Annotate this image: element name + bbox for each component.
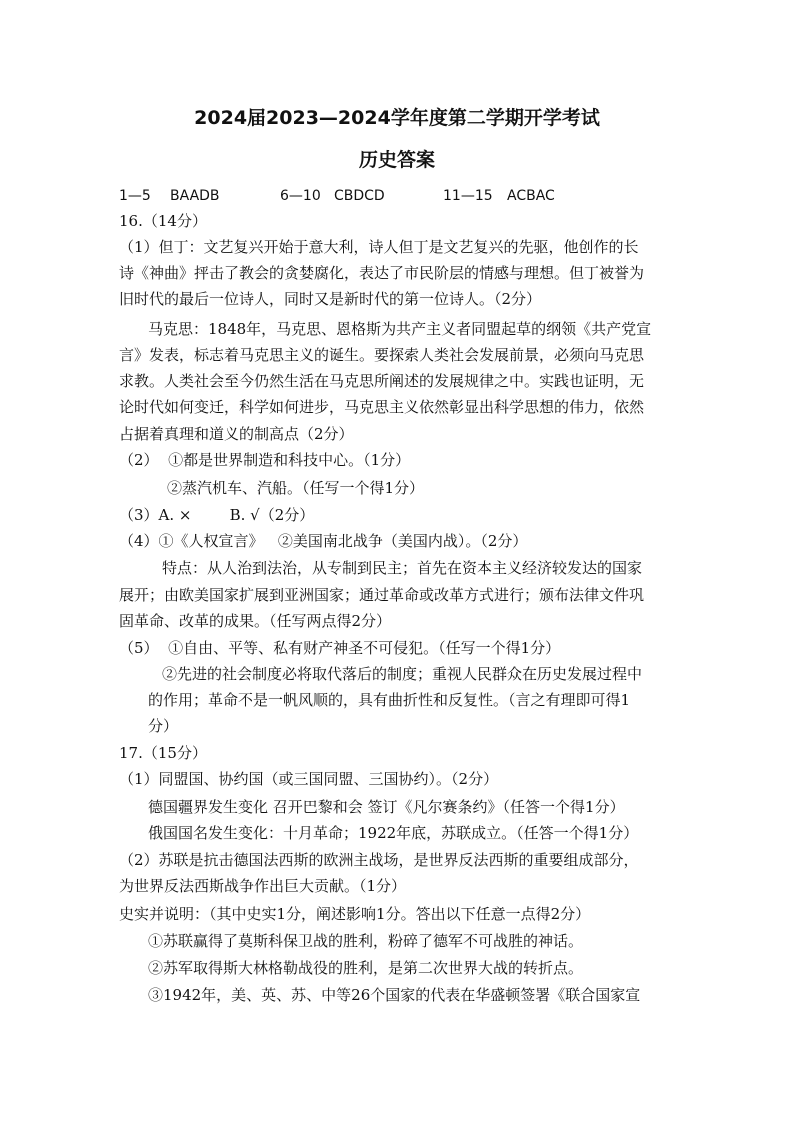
text-line: 史实并说明：（其中史实1分，阐述影响1分。答出以下任意一点得2分）: [119, 905, 591, 923]
choice-answer-1: BAADB: [170, 188, 220, 204]
page-title: 2024届2023—2024学年度第二学期开学考试: [194, 107, 600, 129]
text-line: 特点：从人治到法治，从专制到民主；首先在资本主义经济较发达的国家: [162, 559, 643, 577]
text-line: （1）同盟国、协约国（或三国同盟、三国协约）。（2分）: [119, 770, 499, 788]
page-subtitle: 历史答案: [358, 149, 435, 171]
text-line: ②先进的社会制度必将取代落后的制度；重视人民群众在历史发展过程中: [162, 665, 643, 683]
q16-heading: 16.（14分）: [119, 212, 207, 230]
choice-range-2: 6—10: [280, 188, 321, 204]
text-line: 求教。人类社会至今仍然生活在马克思所阐述的发展规律之中。实践也证明，无: [119, 372, 645, 390]
text-line: 旧时代的最后一位诗人，同时又是新时代的第一位诗人。（2分）: [119, 290, 542, 308]
text-line: 展开；由欧美国家扩展到亚洲国家；通过革命或改革方式进行；颁布法律文件巩: [119, 586, 645, 604]
text-line: ③1942年，美、英、苏、中等26个国家的代表在华盛顿签署《联合国家宣: [148, 986, 641, 1004]
text-line: （4）①《人权宣言》 ②美国南北战争（美国内战）。（2分）: [119, 532, 528, 550]
text-line: 俄国国名发生变化：十月革命；1922年底，苏联成立。（任答一个得1分）: [148, 824, 639, 842]
text-line: （3）A. × B. √（2分）: [119, 506, 315, 524]
text-line: 的作用；革命不是一帆风顺的，具有曲折性和反复性。（言之有理即可得1: [148, 691, 631, 709]
text-line: 言》发表，标志着马克思主义的诞生。要探索人类社会发展前景，必须向马克思: [119, 346, 645, 364]
text-line: 分）: [148, 717, 179, 735]
q17-heading: 17.（15分）: [119, 744, 207, 762]
text-line: 论时代如何变迁，科学如何进步，马克思主义依然彰显出科学思想的伟力，依然: [119, 398, 645, 416]
text-line: 德国疆界发生变化 召开巴黎和会 签订《凡尔赛条约》（任答一个得1分）: [148, 798, 625, 816]
text-line: （2） ①都是世界制造和科技中心。（1分）: [119, 451, 411, 469]
choice-range-3: 11—15: [443, 188, 493, 204]
choice-answer-3: ACBAC: [507, 188, 555, 204]
text-line: 诗《神曲》抨击了教会的贪婪腐化，表达了市民阶层的情感与理想。但丁被誉为: [119, 264, 645, 282]
text-line: 为世界反法西斯战争作出巨大贡献。（1分）: [119, 877, 407, 895]
choice-answer-2: CBDCD: [334, 188, 385, 204]
text-line: 占据着真理和道义的制高点（2分）: [119, 425, 354, 443]
text-line: （1）但丁：文艺复兴开始于意大利，诗人但丁是文艺复兴的先驱，他创作的长: [119, 238, 639, 256]
text-line: （2）苏联是抗击德国法西斯的欧洲主战场，是世界反法西斯的重要组成部分，: [119, 851, 639, 869]
text-line: ②苏军取得斯大林格勒战役的胜利，是第二次世界大战的转折点。: [148, 959, 584, 977]
text-line: ①苏联赢得了莫斯科保卫战的胜利，粉碎了德军不可战胜的神话。: [148, 932, 584, 950]
text-line: 固革命、改革的成果。（任写两点得2分）: [119, 612, 392, 630]
text-line: （5） ①自由、平等、私有财产神圣不可侵犯。（任写一个得1分）: [119, 639, 561, 657]
text-line: 马克思：1848年，马克思、恩格斯为共产主义者同盟起草的纲领《共产党宣: [148, 320, 652, 338]
choice-range-1: 1—5: [119, 188, 151, 204]
text-line: ②蒸汽机车、汽船。（任写一个得1分）: [167, 479, 425, 497]
